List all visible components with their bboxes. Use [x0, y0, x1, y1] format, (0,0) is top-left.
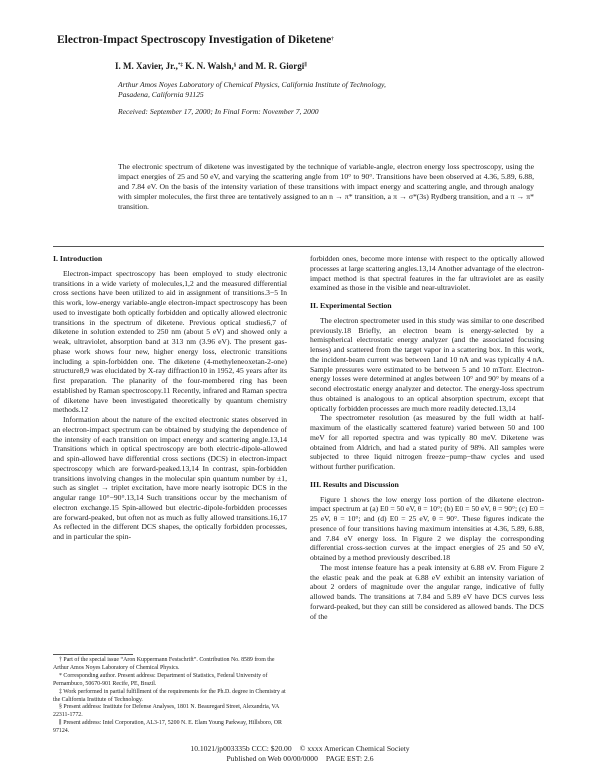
results-paragraph: The most intense feature has a peak intensity at 6.88 eV. From Figure 2 the elastic peak and the peak at 6.88 eV exhibit an intensity variation of about 2 orders of magnitude over the angular range, indicative of fully allowed bands. The transitions at 7.84 and 5.89 eV have DCS curves less forward-peaked, but they can still be considered as allowed bands. The DCS of the — [310, 562, 544, 621]
published-date: Published on Web 00/00/0000 — [226, 754, 318, 763]
author-name: I. M. Xavier, Jr., — [115, 61, 178, 71]
footnote-divider — [53, 654, 133, 655]
author-name: and M. R. Giorgi — [236, 61, 305, 71]
footer-line-1 — [0, 744, 600, 753]
received-dates: Received: September 17, 2000; In Final Form: November 7, 2000 — [118, 107, 319, 116]
experimental-paragraph: The electron spectrometer used in this study was similar to one described previously.18 Briefly, an electron beam is energy-selected by a hemispherical electrostatic energy analyzer (and the associated focusing lenses) and scattered from the target vapor in a scattering box. In this work, the incident-beam current was between 1and 10 nA and was typically 4 nA. Sample pressures were estimated to be between 5 and 10 mTorr. Electron-energy losses were determined at angles between 10° and 90° by means of a second electrostatic energy analyzer and detector. The energy-loss spectrum thus obtained is analogous to an optical absorption spectrum, except that optically forbidden processes are much more readily detected.13,14 — [310, 315, 544, 413]
author-mark: ∥ — [304, 63, 307, 68]
author-mark: § — [233, 63, 237, 68]
paper-title — [57, 34, 334, 46]
footnotes — [53, 657, 287, 736]
results-heading: III. Results and Discussion — [310, 479, 399, 489]
title-footnote-mark: † — [331, 37, 334, 42]
footnote: ‡ Work performed in partial fulfillment of the requirements for the Ph.D. degree in Chemistry at the California Institute of Technology. — [53, 688, 286, 703]
intro-paragraph: Information about the nature of the excited electronic states observed in an electron-impact spectrum can be obtained by studying the dependence of the intensity of each transition on impact energy and scattering angle.13,14 Transitions which in optical spectroscopy are both electric-dipole-allowed and spin-allowed have differential cross sections (DCS) in electron-impact spectroscopy which are forward-peaked.13,14 In contrast, spin-forbidden transitions involving changes in the molecular spin quantum number by ±1, such as singlet → triplet excitation, have more nearly isotropic DCS in the angular range 10°−90°.13,14 Such transitions occur by the mechanism of electron exchange.15 Spin-allowed but electric-dipole-forbidden processes are forward-peaked, but often not as much as fully allowed transitions.16,17 As reflected in the different DCS shapes, the optically forbidden processes, and in particular the spin- — [53, 415, 287, 541]
abstract-divider — [53, 246, 544, 247]
footnote: ∥ Present address: Intel Corporation, AL3-17, 5200 N. E. Elam Young Parkway, Hillsboro, OR 97124. — [53, 720, 282, 735]
intro-continuation: forbidden ones, become more intense with respect to the optically allowed processes at large scattering angles.13,14 Another advantage of the electron-impact method is that spectral features in the far ultraviolet are as easily examined as those in the visible and near-ultraviolet. — [310, 254, 544, 293]
footnote: * Corresponding author. Present address: Department of Statistics, Federal University of Pernambuco, 50670-901 Recife, PE, Brazil. — [53, 672, 268, 687]
doi-code: 10.1021/jp003335b CCC: $20.00 — [190, 744, 292, 753]
author-mark: *‡ — [177, 63, 183, 68]
right-column — [310, 254, 544, 621]
footnote: † Part of the special issue “Aron Kuppermann Festschrift”. Contribution No. 8589 from the Arthur Amos Noyes Laboratory of Chemical Physics. — [53, 657, 275, 671]
left-column — [53, 254, 287, 542]
experimental-heading: II. Experimental Section — [310, 301, 392, 310]
author-name: K. N. Walsh, — [182, 61, 234, 71]
abstract: The electronic spectrum of diketene was investigated by the technique of variable-angle, electron energy loss spectroscopy, using the impact energies of 25 and 50 eV, and varying the scattering angle from 10° to 90°. Transitions have been observed at 4.36, 5.89, 6.88, and 7.84 eV. On the basis of the intensity variation of these transitions with impact energy and scattering angle, and through analogy with simpler molecules, the first three are tentatively assigned to an n → π* transition, a π → σ*(3s) Rydberg transition, and a π → π* transition. — [118, 162, 534, 211]
page-estimate: PAGE EST: 2.6 — [325, 754, 374, 763]
title-text: Electron-Impact Spectroscopy Investigation of Diketene — [57, 34, 332, 46]
intro-paragraph: Electron-impact spectroscopy has been employed to study electronic transitions in a wide variety of molecules,1,2 and the measured differential cross sections have been utilized to aid in assignment of transitions.3−5 In this work, low-energy variable-angle electron-impact spectroscopy has been used to investigate both optically forbidden and optically allowed electronic transitions in the spectrum of diketene. Previous optical studies6,7 of diketene in solution extended to 250 nm (about 5 eV) and showed only a weak, ultraviolet, absorption band at 313 nm (3.96 eV). The present gas-phase work shows four new, higher energy loss, electronic transitions including a spin-forbidden one. The diketene (4-methyleneoxetan-2-one) structure8,9 was elucidated by X-ray diffraction10 in 1952, 45 years after its first preparation. The planarity of the four-membered ring has been established by Raman spectroscopy.11 Recently, infrared and Raman spectra of diketene have been investigated theoretically by quantum chemistry methods.12 — [53, 268, 287, 415]
experimental-paragraph: The spectrometer resolution (as measured by the full width at half-maximum of the elastically scattered feature) varied between 50 and 100 meV for all reported spectra and was typically 80 meV. Diketene was obtained from Aldrich, and had a stated purity of 98%. All samples were subjected to three liquid nitrogen freeze−pump−thaw cycles and used without further purification. — [310, 413, 544, 471]
footnote: § Present address: Institute for Defense Analyses, 1801 N. Beauregard Street, Alexandria, VA 22311-1772. — [53, 704, 279, 719]
affiliation-line: Pasadena, California 91125 — [118, 89, 204, 99]
author-list — [115, 61, 307, 71]
intro-heading: I. Introduction — [53, 254, 103, 263]
affiliation-line: Arthur Amos Noyes Laboratory of Chemical Physics, California Institute of Technology, — [118, 80, 386, 89]
results-paragraph: Figure 1 shows the low energy loss portion of the diketene electron-impact spectrum at (a) E0 = 50 eV, θ = 10°; (b) E0 = 50 eV, θ = 90°; (c) E0 = 25 eV, θ = 10°; and (d) E0 = 25 eV, θ = 90°. These figures indicate the presence of four transitions having maximum intensities at 4.36, 5.89, 6.88, and 7.84 eV energy loss. In Figure 2 we display the corresponding differential cross-section curves at the impact energies of 25 and 50 eV, obtained by a method previously described.18 — [310, 494, 544, 562]
footer-line-2 — [0, 754, 600, 763]
copyright: © xxxx American Chemical Society — [299, 744, 410, 753]
affiliation — [118, 80, 478, 99]
